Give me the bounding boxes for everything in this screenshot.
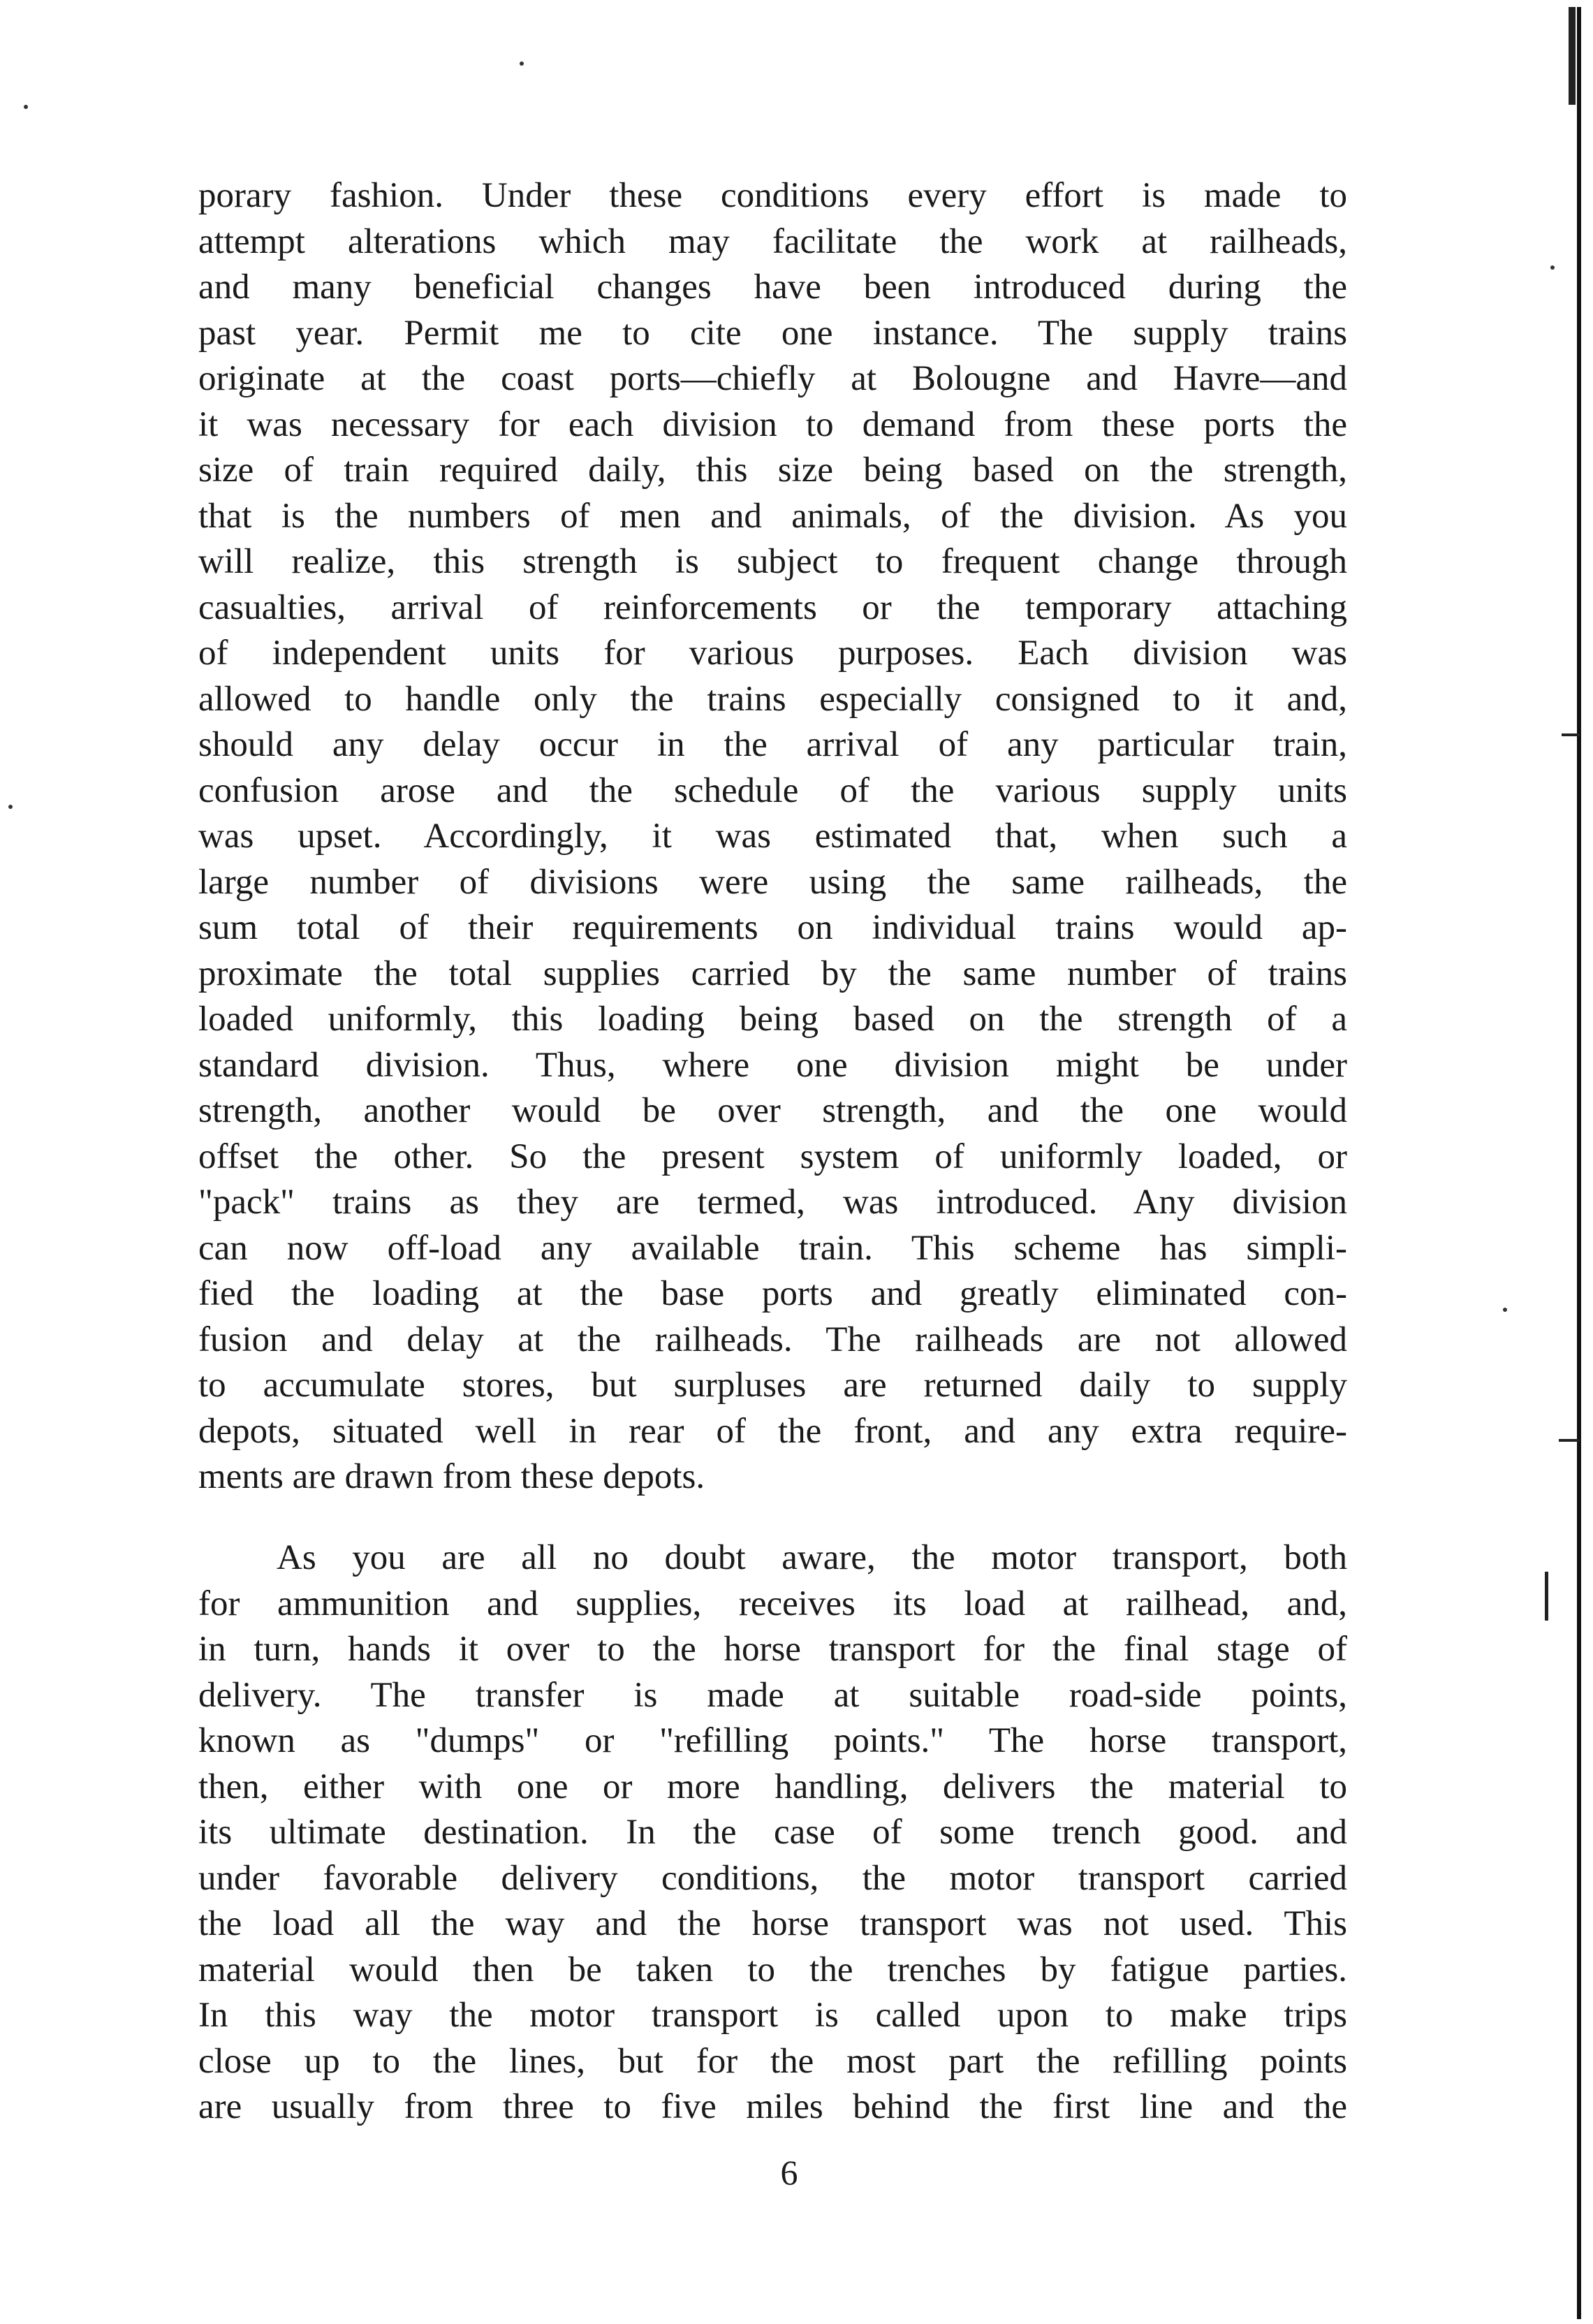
text-line: in turn, hands it over to the horse transport for the final stage of — [198, 1630, 1347, 1669]
text-line: that is the numbers of men and animals, of the division. As you — [198, 496, 1347, 536]
text-line: As you are all no doubt aware, the motor transport, both — [277, 1538, 1347, 1577]
text-line: loaded uniformly, this loading being based on the strength of a — [198, 1000, 1347, 1039]
text-line: "pack" trains as they are termed, was introduced. Any division — [198, 1183, 1347, 1222]
text-line: close up to the lines, but for the most part the refilling points — [198, 2041, 1347, 2081]
text-line: past year. Permit me to cite one instance. The supply trains — [198, 313, 1347, 353]
text-line: allowed to handle only the trains especially consigned to it and, — [198, 679, 1347, 719]
scan-speck — [8, 805, 13, 809]
text-line: large number of divisions were using the same railheads, the — [198, 862, 1347, 902]
scan-mark — [1569, 7, 1576, 105]
text-line: fusion and delay at the railheads. The railheads are not allowed — [198, 1320, 1347, 1359]
text-line: strength, another would be over strength, and the one would — [198, 1091, 1347, 1130]
scan-mark — [1559, 1439, 1580, 1442]
scan-mark — [1545, 1572, 1548, 1621]
paragraph-2 — [198, 1535, 1347, 2131]
text-line: sum total of their requirements on individual trains would ap- — [198, 908, 1347, 947]
text-line: attempt alterations which may facilitate the work at railheads, — [198, 221, 1347, 261]
paragraph-1 — [198, 173, 1347, 1500]
scan-speck — [1550, 265, 1555, 270]
text-line: originate at the coast ports—chiefly at Bolougne and Havre—and — [198, 359, 1347, 398]
binding-edge — [1577, 7, 1581, 2319]
text-line: fied the loading at the base ports and greatly eliminated con- — [198, 1274, 1347, 1313]
text-line: confusion arose and the schedule of the various supply units — [198, 770, 1347, 810]
text-line: delivery. The transfer is made at suitable road-side points, — [198, 1675, 1347, 1715]
scan-mark — [1562, 733, 1580, 736]
text-line: proximate the total supplies carried by the same number of trains — [198, 953, 1347, 993]
scan-speck — [1503, 1308, 1507, 1312]
scan-speck — [520, 61, 524, 66]
text-line: ments are drawn from these depots. — [198, 1457, 705, 1496]
text-line: are usually from three to five miles behind the first line and the — [198, 2087, 1347, 2126]
text-line: standard division. Thus, where one division might be under — [198, 1045, 1347, 1085]
scan-speck — [24, 105, 28, 109]
page-number: 6 — [780, 2153, 798, 2192]
text-line: of independent units for various purposes. Each division was — [198, 634, 1347, 673]
text-line: size of train required daily, this size being based on the strength, — [198, 451, 1347, 490]
text-line: known as "dumps" or "refilling points." The horse transport, — [198, 1721, 1347, 1760]
text-line: the load all the way and the horse transport was not used. This — [198, 1904, 1347, 1943]
text-line: to accumulate stores, but surpluses are returned daily to supply — [198, 1366, 1347, 1405]
text-line: depots, situated well in rear of the front, and any extra require- — [198, 1411, 1347, 1451]
text-line: for ammunition and supplies, receives its load at railhead, and, — [198, 1584, 1347, 1623]
text-line: will realize, this strength is subject to frequent change through — [198, 542, 1347, 581]
text-line: material would then be taken to the trenches by fatigue parties. — [198, 1950, 1347, 1989]
text-line: can now off-load any available train. This scheme has simpli- — [198, 1228, 1347, 1268]
text-line: porary fashion. Under these conditions every effort is made to — [198, 176, 1347, 215]
text-line: In this way the motor transport is called upon to make trips — [198, 1996, 1347, 2035]
text-line: was upset. Accordingly, it was estimated that, when such a — [198, 817, 1347, 856]
text-line: and many beneficial changes have been introduced during the — [198, 268, 1347, 307]
text-line: should any delay occur in the arrival of any particular train, — [198, 725, 1347, 764]
text-line: its ultimate destination. In the case of some trench good. and — [198, 1813, 1347, 1852]
text-line: then, either with one or more handling, delivers the material to — [198, 1767, 1347, 1806]
text-line: it was necessary for each division to demand from these ports the — [198, 404, 1347, 444]
text-line: under favorable delivery conditions, the motor transport carried — [198, 1858, 1347, 1898]
text-line: casualties, arrival of reinforcements or the temporary attaching — [198, 587, 1347, 627]
text-line: offset the other. So the present system of uniformly loaded, or — [198, 1137, 1347, 1176]
